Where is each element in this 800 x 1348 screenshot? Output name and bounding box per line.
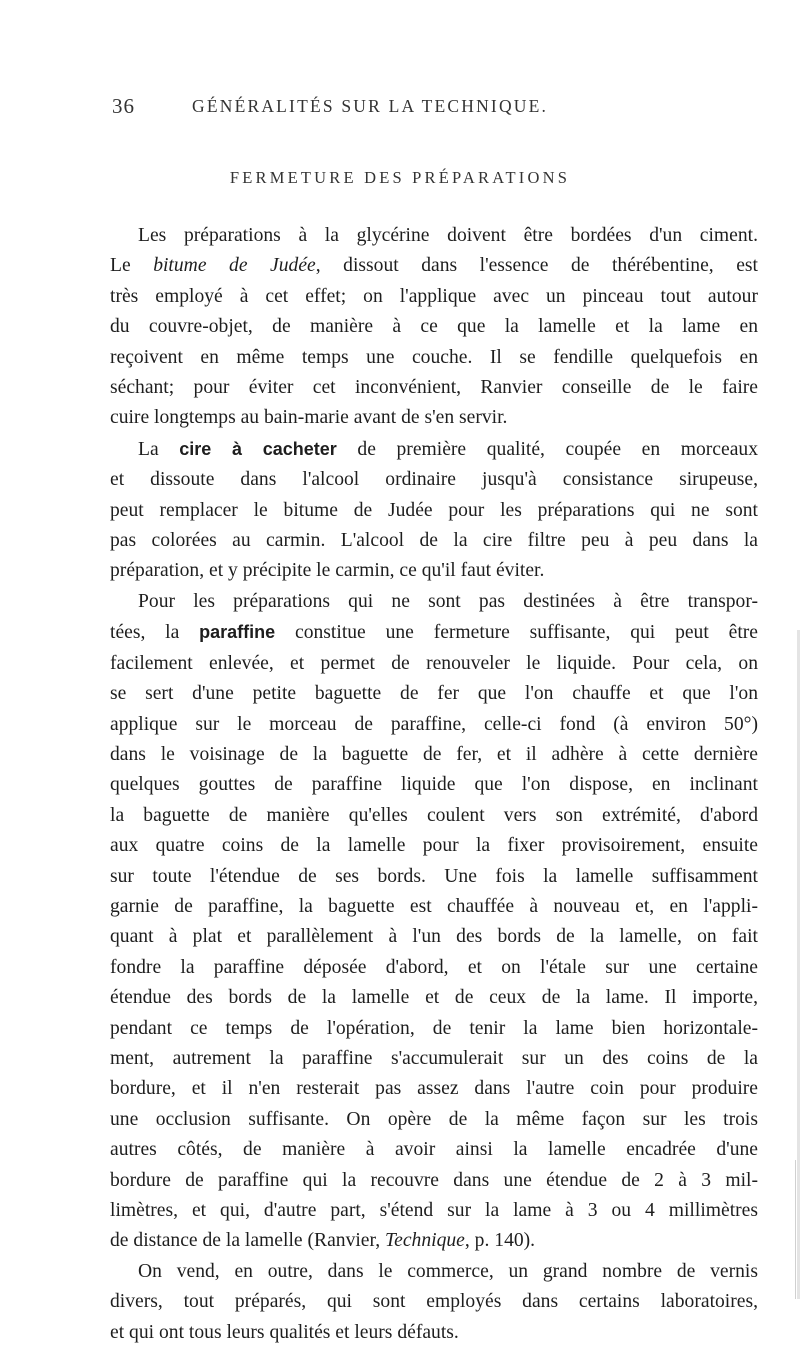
text-line: et qui ont tous leurs qualités et leurs défauts. (110, 1321, 459, 1343)
text-line: autres côtés, de manière à avoir ainsi la lamelle encadrée d'une (110, 1139, 758, 1161)
text-line: tées, la paraffine constitue une fermeture suffisante, qui peut être (110, 622, 758, 644)
text-line: une occlusion suffisante. On opère de la même façon sur les trois (110, 1108, 758, 1130)
text-line: très employé à cet effet; on l'applique avec un pinceau tout autour (110, 285, 758, 307)
text-line: dans le voisinage de la baguette de fer, et il adhère à cette dernière (110, 743, 758, 765)
term-bitume: bitume de Judée (153, 255, 316, 277)
text-line: applique sur le morceau de paraffine, celle-ci fond (à environ 50°) (110, 713, 758, 735)
text-line: La cire à cacheter de première qualité, coupée en morceaux (138, 438, 758, 460)
text-line: Pour les préparations qui ne sont pas destinées à être transpor- (138, 590, 758, 612)
text-line: du couvre-objet, de manière à ce que la lamelle et la lame en (110, 316, 758, 338)
text-line: et dissoute dans l'alcool ordinaire jusqu'à consistance sirupeuse, (110, 469, 758, 491)
text-line: sur toute l'étendue de ses bords. Une fois la lamelle suffisamment (110, 865, 758, 887)
text-line: divers, tout préparés, qui sont employés dans certains laboratoires, (110, 1291, 758, 1313)
section-title: FERMETURE DES PRÉPARATIONS (229, 168, 571, 187)
running-title: GÉNÉRALITÉS SUR LA TECHNIQUE. (192, 96, 549, 116)
text-line: pendant ce temps de l'opération, de tenir la lame bien horizontale- (110, 1017, 758, 1039)
text-line: étendue des bords de la lamelle et de ceux de la lame. Il importe, (110, 987, 758, 1009)
text-line: séchant; pour éviter cet inconvénient, Ranvier conseille de le faire (110, 377, 758, 399)
body-text (110, 221, 758, 1348)
text-line: de distance de la lamelle (Ranvier, Technique, p. 140). (110, 1230, 536, 1252)
text-line: reçoivent en même temps une couche. Il se fendille quelquefois en (110, 346, 758, 368)
text-line: quant à plat et parallèlement à l'un des bords de la lamelle, on fait (110, 926, 758, 948)
term-paraffine: paraffine (199, 622, 276, 643)
text-line: On vend, en outre, dans le commerce, un grand nombre de vernis (138, 1260, 758, 1282)
text-line: Les préparations à la glycérine doivent être bordées d'un ciment. (138, 225, 758, 246)
text-line: pas colorées au carmin. L'alcool de la cire filtre peu à peu dans la (110, 530, 758, 552)
page-header (112, 94, 772, 124)
text-line: préparation, et y précipite le carmin, ce qu'il faut éviter. (110, 560, 545, 582)
text-line: peut remplacer le bitume de Judée pour les préparations qui ne sont (110, 499, 758, 521)
text-line: bordure, et il n'en resterait pas assez dans l'autre coin pour produire (110, 1078, 758, 1100)
text-line: se sert d'une petite baguette de fer que l'on chauffe et que l'on (110, 683, 758, 705)
page-edge-line (795, 1160, 796, 1299)
text-line: quelques gouttes de paraffine liquide que l'on dispose, en inclinant (110, 774, 758, 796)
text-line: garnie de paraffine, la baguette est chauffée à nouveau et, en l'appli- (110, 895, 758, 917)
text-line: aux quatre coins de la lamelle pour la fixer provisoirement, ensuite (110, 835, 758, 857)
term-cire: cire à cacheter (179, 438, 337, 459)
reference-title: Technique (385, 1230, 465, 1252)
text-line: Le bitume de Judée, dissout dans l'essence de thérébentine, est (110, 255, 758, 277)
text-line: ment, autrement la paraffine s'accumulerait sur un des coins de la (110, 1047, 758, 1069)
text-line: fondre la paraffine déposée d'abord, et on l'étale sur une certaine (110, 956, 758, 978)
text-line: limètres, et qui, d'autre part, s'étend sur la lame à 3 ou 4 millimètres (110, 1200, 758, 1221)
text-line: cuire longtemps au bain-marie avant de s'en servir. (110, 407, 508, 429)
page-number: 36 (112, 94, 135, 118)
text-line: la baguette de manière qu'elles coulent vers son extrémité, d'abord (110, 804, 758, 826)
text-line: facilement enlevée, et permet de renouveler le liquide. Pour cela, on (110, 652, 758, 674)
text-line: bordure de paraffine qui la recouvre dans une étendue de 2 à 3 mil- (110, 1169, 758, 1191)
